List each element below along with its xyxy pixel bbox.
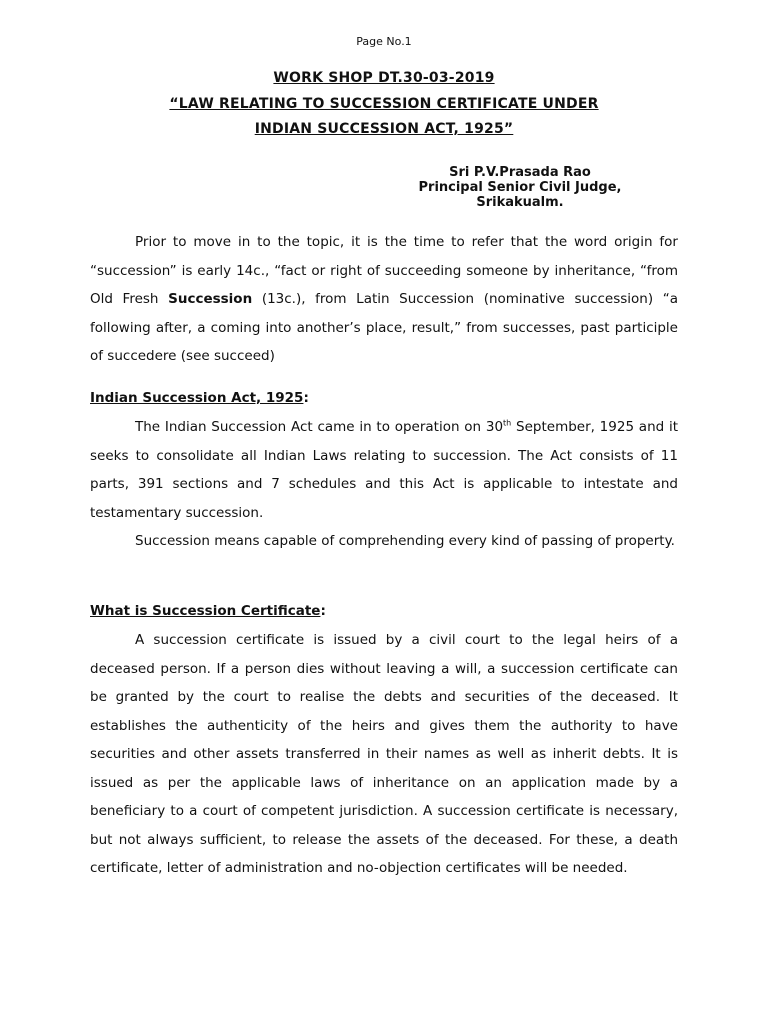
page-number: Page No.1 [356, 35, 412, 48]
topic-title-line1: “LAW RELATING TO SUCCESSION CERTIFICATE UNDER [169, 96, 599, 112]
bold-term: Succession [168, 291, 253, 307]
act-paragraph-1: The Indian Succession Act came in to operation on 30th September, 1925 and it seeks to consolidate all Indian Laws relating to succession. The Act consists of 11 parts, 391 sections and 7 schedules and this Act is applicable to intestate and testamentary succession. [90, 418, 678, 521]
author-designation: Principal Senior Civil Judge, [418, 180, 622, 195]
section-heading-certificate: What is Succession Certificate: [90, 603, 326, 619]
section-heading-act: Indian Succession Act, 1925: [90, 390, 309, 406]
certificate-paragraph: A succession certificate is issued by a civil court to the legal heirs of a deceased person. If a person dies without leaving a will, a succession certificate can be granted by the court to realise the debts and securities of the deceased. It establishes the authenticity of the heirs and gives them the authority to have securities and other assets transferred in their names as well as inherit debts. It is issued as per the applicable laws of inheritance on an application made by a beneficiary to a court of competent jurisdiction. A succession certificate is necessary, but not always sufficient, to release the assets of the deceased. For these, a death certificate, letter of administration and no-objection certificates will be needed. [90, 632, 678, 876]
topic-title-line2: INDIAN SUCCESSION ACT, 1925” [254, 121, 514, 137]
author-place: Srikakualm. [476, 195, 564, 210]
author-name: Sri P.V.Prasada Rao [449, 165, 591, 180]
workshop-title: WORK SHOP DT.30-03-2019 [273, 70, 495, 86]
act-paragraph-2: Succession means capable of comprehending every kind of passing of property. [135, 533, 675, 549]
intro-paragraph: Prior to move in to the topic, it is the time to refer that the word origin for “succession” is early 14c., “fact or right of succeeding someone by inheritance, “from Old Fresh Succession (13c.), from Latin Succession (nominative succession) “a following after, a coming into another’s place, result,” from successes, past participle of succedere (see succeed) [90, 234, 678, 364]
